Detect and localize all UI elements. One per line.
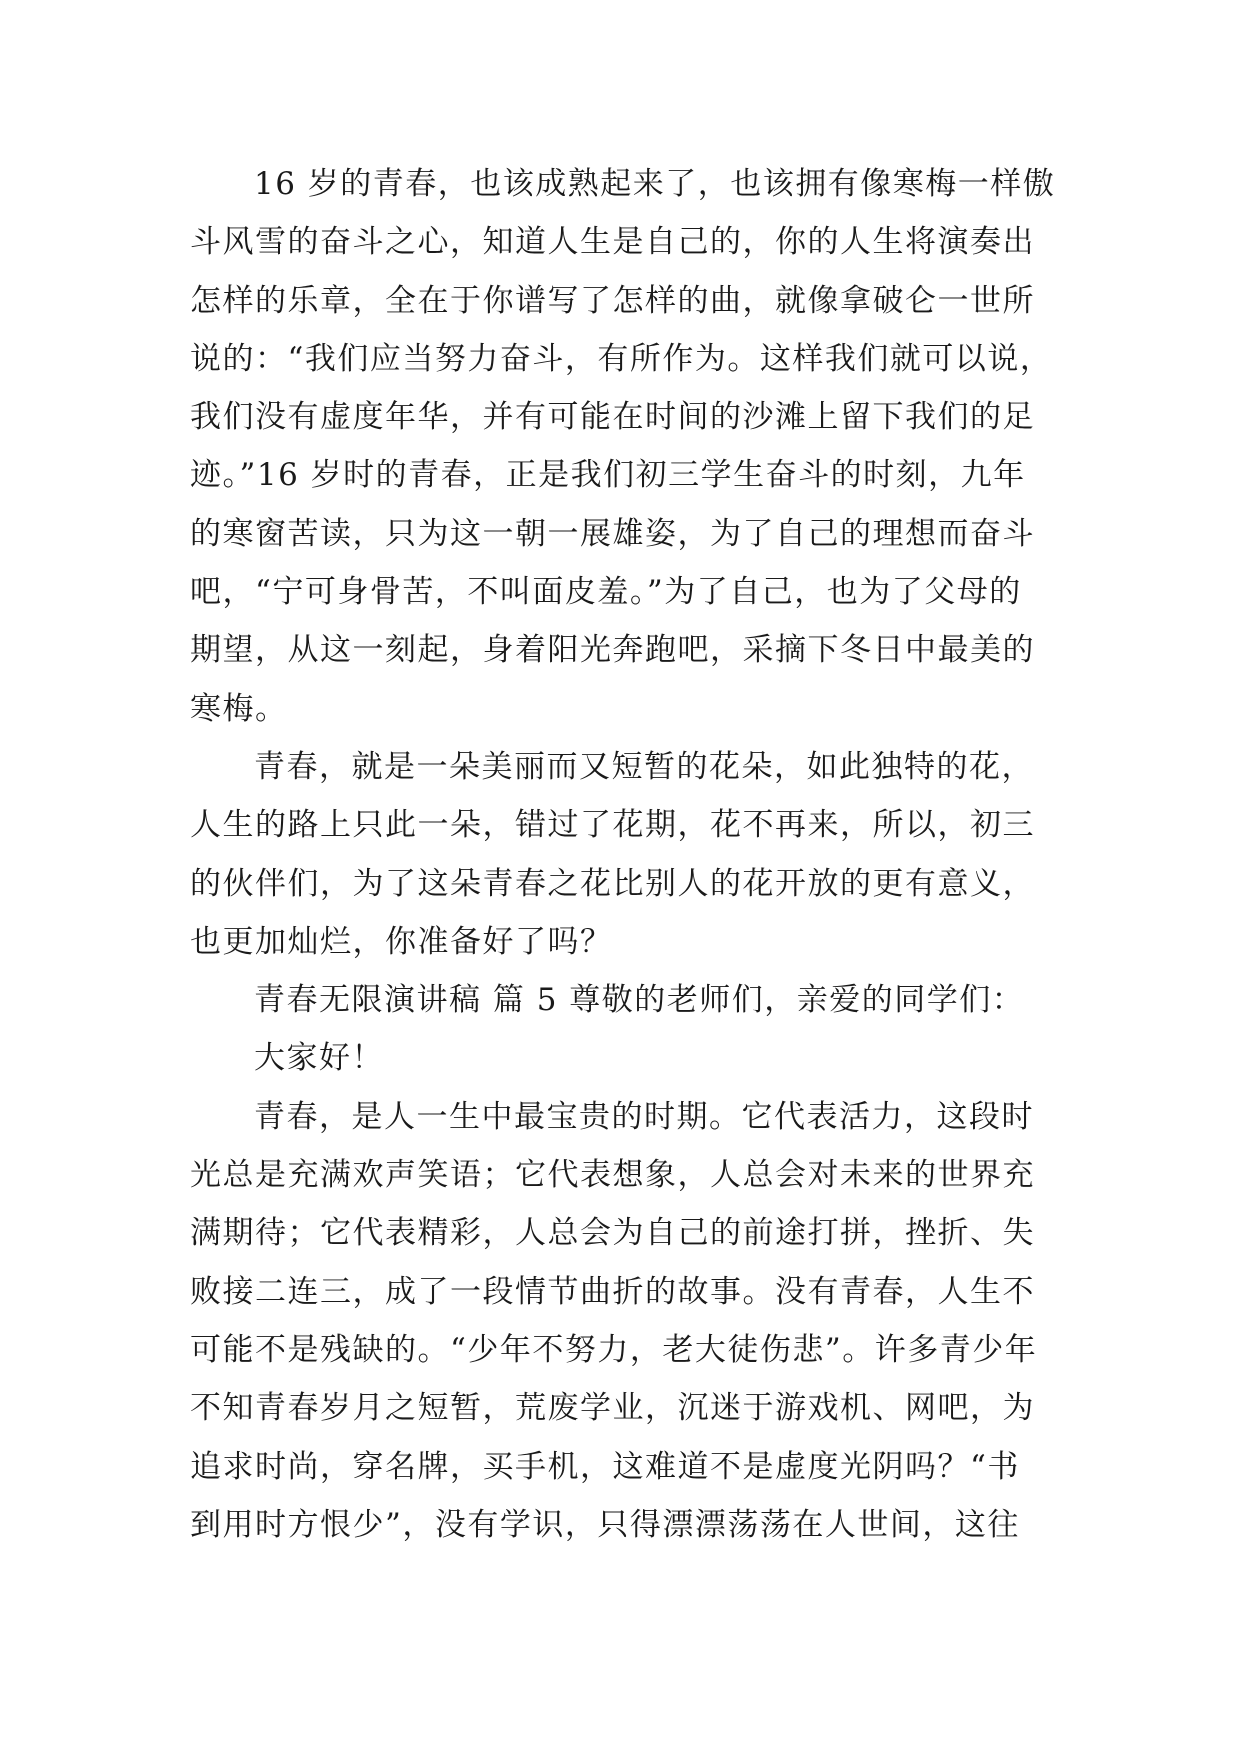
body-text <box>190 155 1070 1554</box>
text-line: 到用时方恨少”，没有学识，只得漂漂荡荡在人世间，这往 <box>190 1506 1020 1543</box>
text-line: 青春，是人一生中最宝贵的时期。它代表活力，这段时 <box>254 1098 1034 1135</box>
text-line: 人生的路上只此一朵，错过了花期，花不再来，所以，初三 <box>190 807 1035 844</box>
text-line: 大家好！ <box>254 1040 384 1077</box>
text-line: 16 岁的青春，也该成熟起来了，也该拥有像寒梅一样傲 <box>254 166 1056 202</box>
text-line: 追求时尚，穿名牌，买手机，这难道不是虚度光阴吗？“书 <box>190 1448 1020 1485</box>
text-line: 斗风雪的奋斗之心，知道人生是自己的，你的人生将演奏出 <box>190 224 1035 261</box>
text-line: 迹。”16 岁时的青春，正是我们初三学生奋斗的时刻，九年 <box>190 457 1026 494</box>
text-line: 期望，从这一刻起，身着阳光奔跑吧，采摘下冬日中最美的 <box>190 632 1035 669</box>
text-line: 青春无限演讲稿 篇 5 尊敬的老师们，亲爱的同学们： <box>254 982 1025 1019</box>
text-line: 光总是充满欢声笑语；它代表想象，人总会对未来的世界充 <box>190 1157 1035 1194</box>
text-line: 吧，“宁可身骨苦，不叫面皮羞。”为了自己，也为了父母的 <box>190 574 1022 611</box>
text-line: 怎样的乐章，全在于你谱写了怎样的曲，就像拿破仑一世所 <box>190 282 1035 319</box>
text-line: 我们没有虚度年华，并有可能在时间的沙滩上留下我们的足 <box>190 399 1035 436</box>
text-line: 的寒窗苦读，只为这一朝一展雄姿，为了自己的理想而奋斗 <box>190 515 1035 552</box>
text-line: 可能不是残缺的。“少年不努力，老大徒伤悲”。许多青少年 <box>190 1331 1038 1368</box>
text-line: 说的：“我们应当努力奋斗，有所作为。这样我们就可以说， <box>190 340 1053 377</box>
text-line: 寒梅。 <box>190 690 288 727</box>
text-line: 青春，就是一朵美丽而又短暂的花朵，如此独特的花， <box>254 748 1034 785</box>
text-line: 满期待；它代表精彩，人总会为自己的前途打拼，挫折、失 <box>190 1215 1035 1252</box>
text-line: 败接二连三，成了一段情节曲折的故事。没有青春，人生不 <box>190 1273 1035 1310</box>
text-line: 也更加灿烂，你准备好了吗？ <box>190 923 613 960</box>
text-line: 不知青春岁月之短暂，荒废学业，沉迷于游戏机、网吧，为 <box>190 1390 1035 1427</box>
text-line: 的伙伴们，为了这朵青春之花比别人的花开放的更有意义， <box>190 865 1035 902</box>
